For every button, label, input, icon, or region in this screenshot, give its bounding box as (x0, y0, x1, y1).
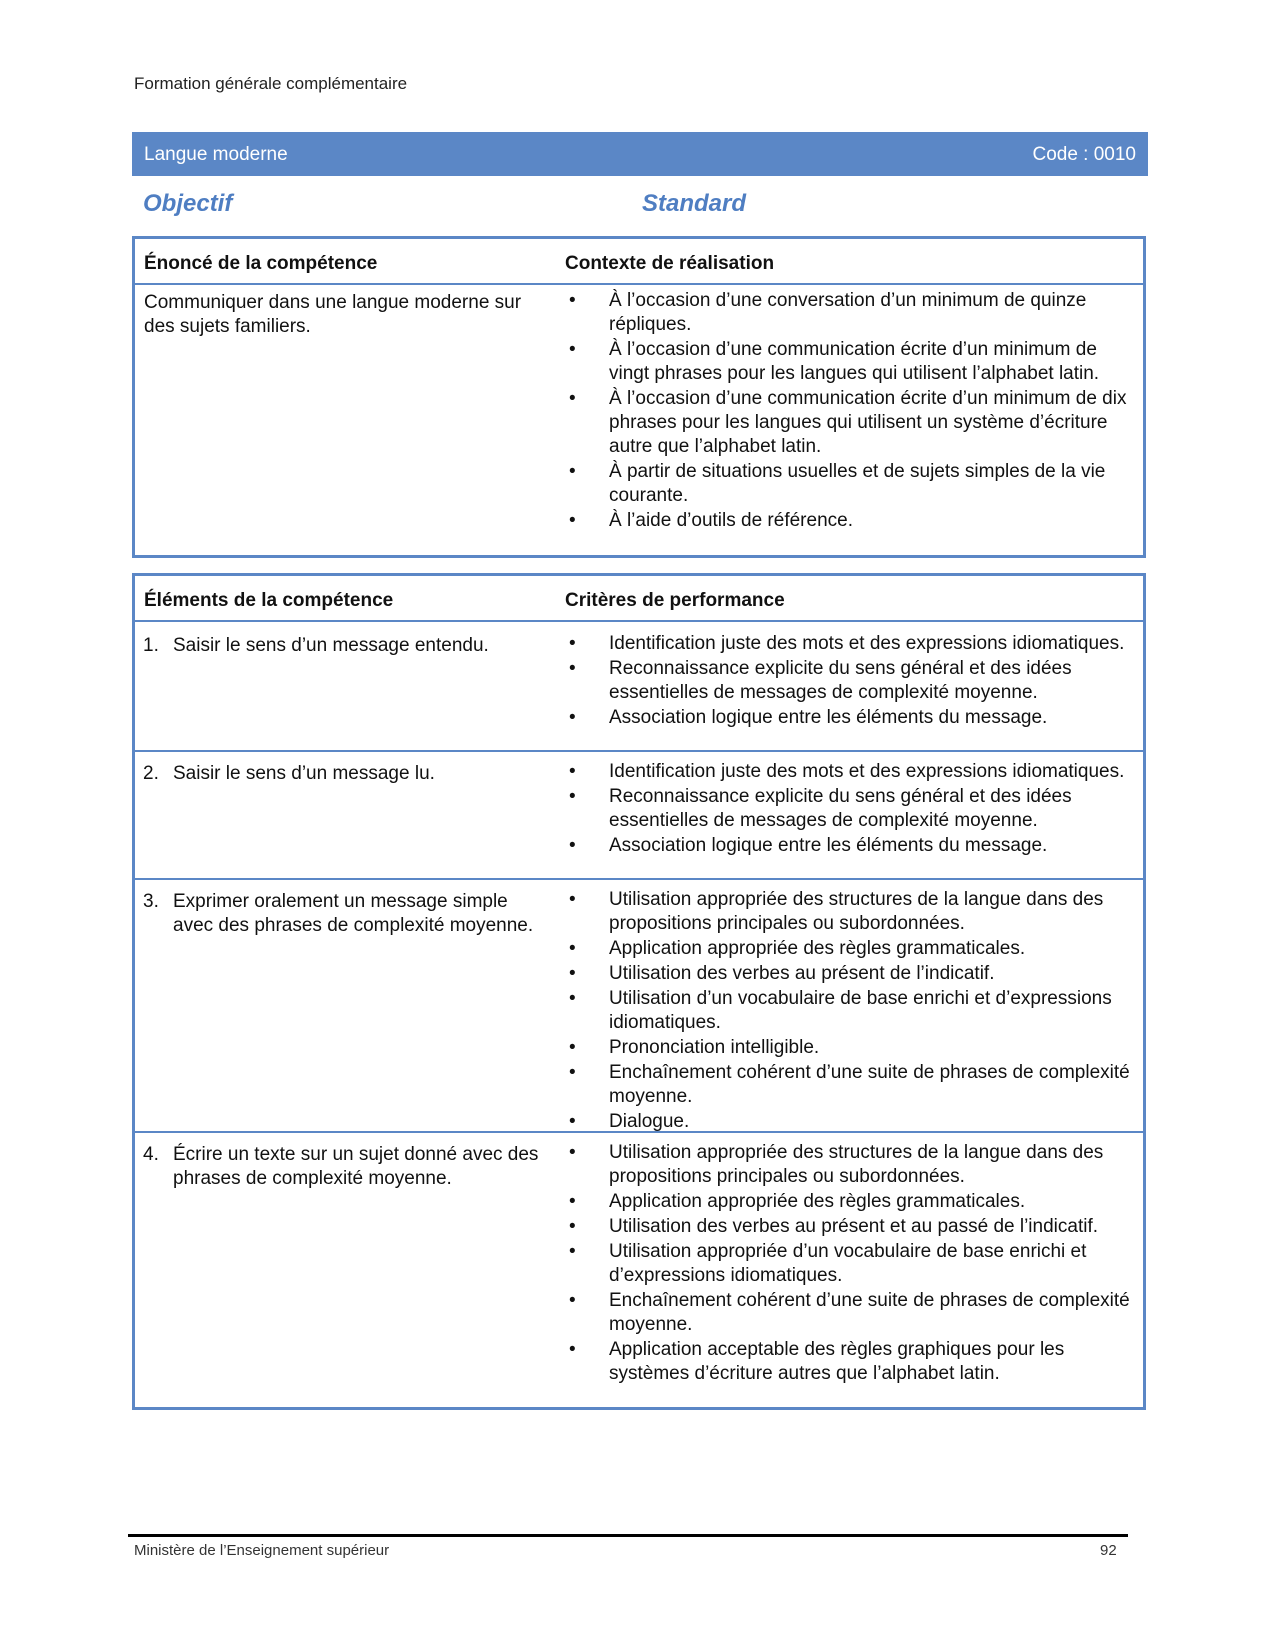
context-column-header: Contexte de réalisation (565, 253, 775, 274)
criteria-list (565, 888, 1140, 1134)
criterion-text: Application acceptable des règles graphiques pour les systèmes d’écriture autres que l’alphabet latin. (609, 1339, 1065, 1384)
competence-element (143, 890, 543, 938)
criterion-text: Utilisation des verbes au présent et au passé de l’indicatif. (609, 1216, 1098, 1237)
course-title-bar (132, 132, 1148, 176)
criteria-list (565, 632, 1140, 730)
course-code: Code : 0010 (1032, 144, 1136, 165)
criterion-text: À l’aide d’outils de référence. (609, 510, 853, 531)
criteria-list (565, 1141, 1140, 1386)
criterion-item (565, 785, 1140, 833)
criterion-text: Application appropriée des règles grammaticales. (609, 1191, 1026, 1212)
bullet-icon: • (569, 1062, 576, 1083)
bullet-icon: • (569, 461, 576, 482)
competence-element (143, 762, 543, 786)
criterion-item (565, 937, 1140, 961)
element-text: Saisir le sens d’un message lu. (173, 763, 435, 784)
criterion-text: Utilisation d’un vocabulaire de base enrichi et d’expressions idiomatiques. (609, 988, 1112, 1033)
criterion-text: Utilisation appropriée des structures de la langue dans des propositions principales ou subordonnées. (609, 1142, 1104, 1187)
element-number: 2. (143, 763, 159, 784)
criterion-text: Enchaînement cohérent d’une suite de phrases de complexité moyenne. (609, 1290, 1130, 1335)
criterion-text: Application appropriée des règles grammaticales. (609, 938, 1026, 959)
element-text: Exprimer oralement un message simple avec des phrases de complexité moyenne. (173, 891, 534, 936)
criterion-item (565, 706, 1140, 730)
bullet-icon: • (569, 633, 576, 654)
criterion-text: Association logique entre les éléments du message. (609, 835, 1048, 856)
bullet-icon: • (569, 1216, 576, 1237)
context-list-wrap (565, 289, 1140, 534)
criterion-item (565, 1190, 1140, 1214)
criteria-column-header: Critères de performance (565, 590, 785, 611)
element-text: Saisir le sens d’un message entendu. (173, 635, 489, 656)
criterion-text: Utilisation des verbes au présent de l’indicatif. (609, 963, 995, 984)
bullet-icon: • (569, 761, 576, 782)
element-number: 3. (143, 891, 159, 912)
bullet-icon: • (569, 1037, 576, 1058)
criterion-item (565, 760, 1140, 784)
page-number: 92 (1100, 1542, 1117, 1559)
elements-column-header: Éléments de la compétence (144, 590, 394, 611)
criteria-list (565, 760, 1140, 858)
competence-element (143, 634, 543, 658)
criterion-text: À l’occasion d’une communication écrite d’un minimum de vingt phrases pour les langues qui utilisent l’alphabet latin. (609, 339, 1100, 384)
criterion-item (565, 632, 1140, 656)
element-text: Écrire un texte sur un sujet donné avec des phrases de complexité moyenne. (173, 1144, 539, 1189)
criterion-item (565, 509, 1140, 533)
criterion-item (565, 338, 1140, 386)
bullet-icon: • (569, 835, 576, 856)
criterion-item (565, 1289, 1140, 1337)
row-divider (135, 1131, 1143, 1133)
elements-table-header (135, 576, 1143, 622)
criterion-text: Identification juste des mots et des expressions idiomatiques. (609, 633, 1125, 654)
criterion-text: Dialogue. (609, 1111, 690, 1132)
running-header: Formation générale complémentaire (134, 74, 408, 93)
bullet-icon: • (569, 1339, 576, 1360)
element-number: 1. (143, 635, 159, 656)
criterion-item (565, 460, 1140, 508)
course-name: Langue moderne (144, 144, 288, 165)
bullet-icon: • (569, 1142, 576, 1163)
criterion-item (565, 888, 1140, 936)
criteria-cell (565, 632, 1140, 731)
criterion-item (565, 289, 1140, 337)
criterion-item (565, 1061, 1140, 1109)
criterion-text: À l’occasion d’une conversation d’un minimum de quinze répliques. (609, 290, 1087, 335)
criterion-item (565, 1240, 1140, 1288)
context-list (565, 289, 1140, 533)
criterion-item (565, 834, 1140, 858)
bullet-icon: • (569, 1241, 576, 1262)
criterion-item (565, 1141, 1140, 1189)
bullet-icon: • (569, 339, 576, 360)
competence-table (132, 236, 1146, 558)
criterion-text: Utilisation appropriée d’un vocabulaire de base enrichi et d’expressions idiomatiques. (609, 1241, 1087, 1286)
row-divider (135, 878, 1143, 880)
criterion-item (565, 987, 1140, 1035)
bullet-icon: • (569, 1191, 576, 1212)
footer-ministry: Ministère de l’Enseignement supérieur (134, 1542, 390, 1559)
bullet-icon: • (569, 889, 576, 910)
bullet-icon: • (569, 707, 576, 728)
criterion-item (565, 387, 1140, 459)
competence-element (143, 1143, 543, 1191)
criterion-item (565, 962, 1140, 986)
bullet-icon: • (569, 510, 576, 531)
criterion-text: Reconnaissance explicite du sens général et des idées essentielles de messages de complexité moyenne. (609, 658, 1072, 703)
elements-table (132, 573, 1146, 1410)
criteria-cell (565, 1141, 1140, 1387)
bullet-icon: • (569, 388, 576, 409)
bullet-icon: • (569, 658, 576, 679)
criterion-item (565, 657, 1140, 705)
objective-label: Objectif (143, 190, 233, 217)
criterion-item (565, 1215, 1140, 1239)
footer-rule (128, 1534, 1128, 1537)
criteria-cell (565, 888, 1140, 1135)
criterion-text: Utilisation appropriée des structures de la langue dans des propositions principales ou subordonnées. (609, 889, 1104, 934)
bullet-icon: • (569, 786, 576, 807)
row-divider (135, 750, 1143, 752)
criterion-item (565, 1036, 1140, 1060)
bullet-icon: • (569, 1290, 576, 1311)
criterion-text: Enchaînement cohérent d’une suite de phrases de complexité moyenne. (609, 1062, 1130, 1107)
criterion-text: À l’occasion d’une communication écrite d’un minimum de dix phrases pour les langues qui utilisent un système d’écriture autre que l’alphabet latin. (609, 388, 1127, 457)
bullet-icon: • (569, 938, 576, 959)
criterion-text: Reconnaissance explicite du sens général et des idées essentielles de messages de complexité moyenne. (609, 786, 1072, 831)
statement-column-header: Énoncé de la compétence (144, 253, 378, 274)
criteria-cell (565, 760, 1140, 859)
criterion-text: Identification juste des mots et des expressions idiomatiques. (609, 761, 1125, 782)
bullet-icon: • (569, 1111, 576, 1132)
criterion-text: À partir de situations usuelles et de sujets simples de la vie courante. (609, 461, 1106, 506)
element-number: 4. (143, 1144, 159, 1165)
bullet-icon: • (569, 290, 576, 311)
bullet-icon: • (569, 963, 576, 984)
bullet-icon: • (569, 988, 576, 1009)
competence-table-header (135, 239, 1143, 285)
criterion-text: Prononciation intelligible. (609, 1037, 820, 1058)
competence-statement: Communiquer dans une langue moderne sur des sujets familiers. (144, 292, 522, 337)
standard-label: Standard (642, 190, 747, 217)
criterion-text: Association logique entre les éléments du message. (609, 707, 1048, 728)
criterion-item (565, 1338, 1140, 1386)
